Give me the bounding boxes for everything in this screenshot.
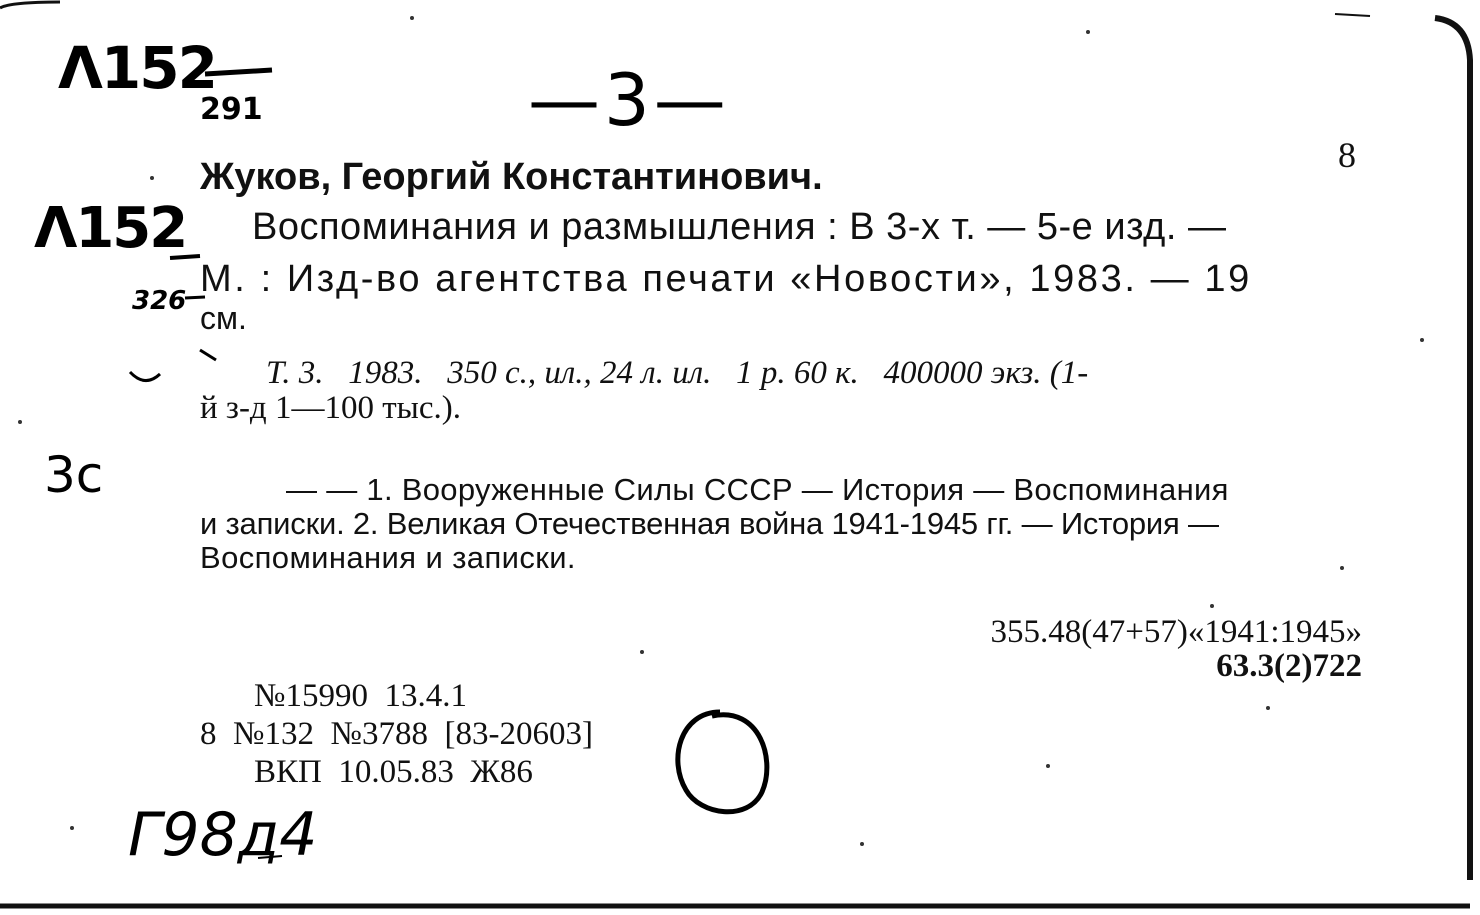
registration-line-2: 8 №132 №3788 [83-20603]: [200, 716, 593, 752]
side-call-number: Λ152: [34, 196, 187, 261]
udc-index: 355.48(47+57)«1941:1945»: [990, 614, 1362, 650]
speck: [860, 842, 864, 846]
author-heading: Жуков, Георгий Константинович.: [200, 156, 823, 198]
speck: [410, 16, 414, 20]
speck: [1210, 604, 1214, 608]
volume-line-2: й з-д 1—100 тыс.).: [200, 390, 461, 426]
bbk-index: 63.3(2)722: [1216, 648, 1362, 684]
title-line-3: см.: [200, 300, 247, 336]
speck: [1420, 338, 1424, 342]
top-fraction-number: 291: [200, 92, 263, 127]
speck: [18, 420, 22, 424]
corner-number: 8: [1338, 135, 1356, 175]
title-line-1: Воспоминания и размышления : В 3-х т. — 5-е изд. —: [252, 206, 1227, 248]
registration-line-3: ВКП 10.05.83 Ж86: [254, 754, 533, 790]
subjects-line-1: — — 1. Вооруженные Силы СССР — История — Воспоминания: [286, 472, 1229, 507]
speck: [640, 650, 644, 654]
speck: [1046, 764, 1050, 768]
bottom-code: Г98д4: [128, 800, 318, 870]
volume-line-1: Т. 3. 1983. 350 с., ил., 24 л. ил. 1 р. 60 к. 400000 экз. (1-: [266, 355, 1089, 391]
top-dash-number: —3—: [528, 58, 730, 142]
speck: [70, 826, 74, 830]
side-fraction-number: 326: [132, 286, 187, 316]
title-line-2: М. : Изд-во агентства печати «Новости», 1983. — 19: [200, 258, 1252, 300]
speck: [150, 176, 154, 180]
mark-3c: 3с: [44, 446, 104, 504]
speck: [1266, 706, 1270, 710]
top-call-number: Λ152: [58, 34, 216, 102]
speck: [1340, 566, 1344, 570]
subjects-line-3: Воспоминания и записки.: [200, 540, 576, 575]
speck: [1086, 30, 1090, 34]
registration-line-1: №15990 13.4.1: [254, 678, 467, 714]
subjects-line-2: и записки. 2. Великая Отечественная война 1941-1945 гг. — История —: [200, 506, 1219, 541]
